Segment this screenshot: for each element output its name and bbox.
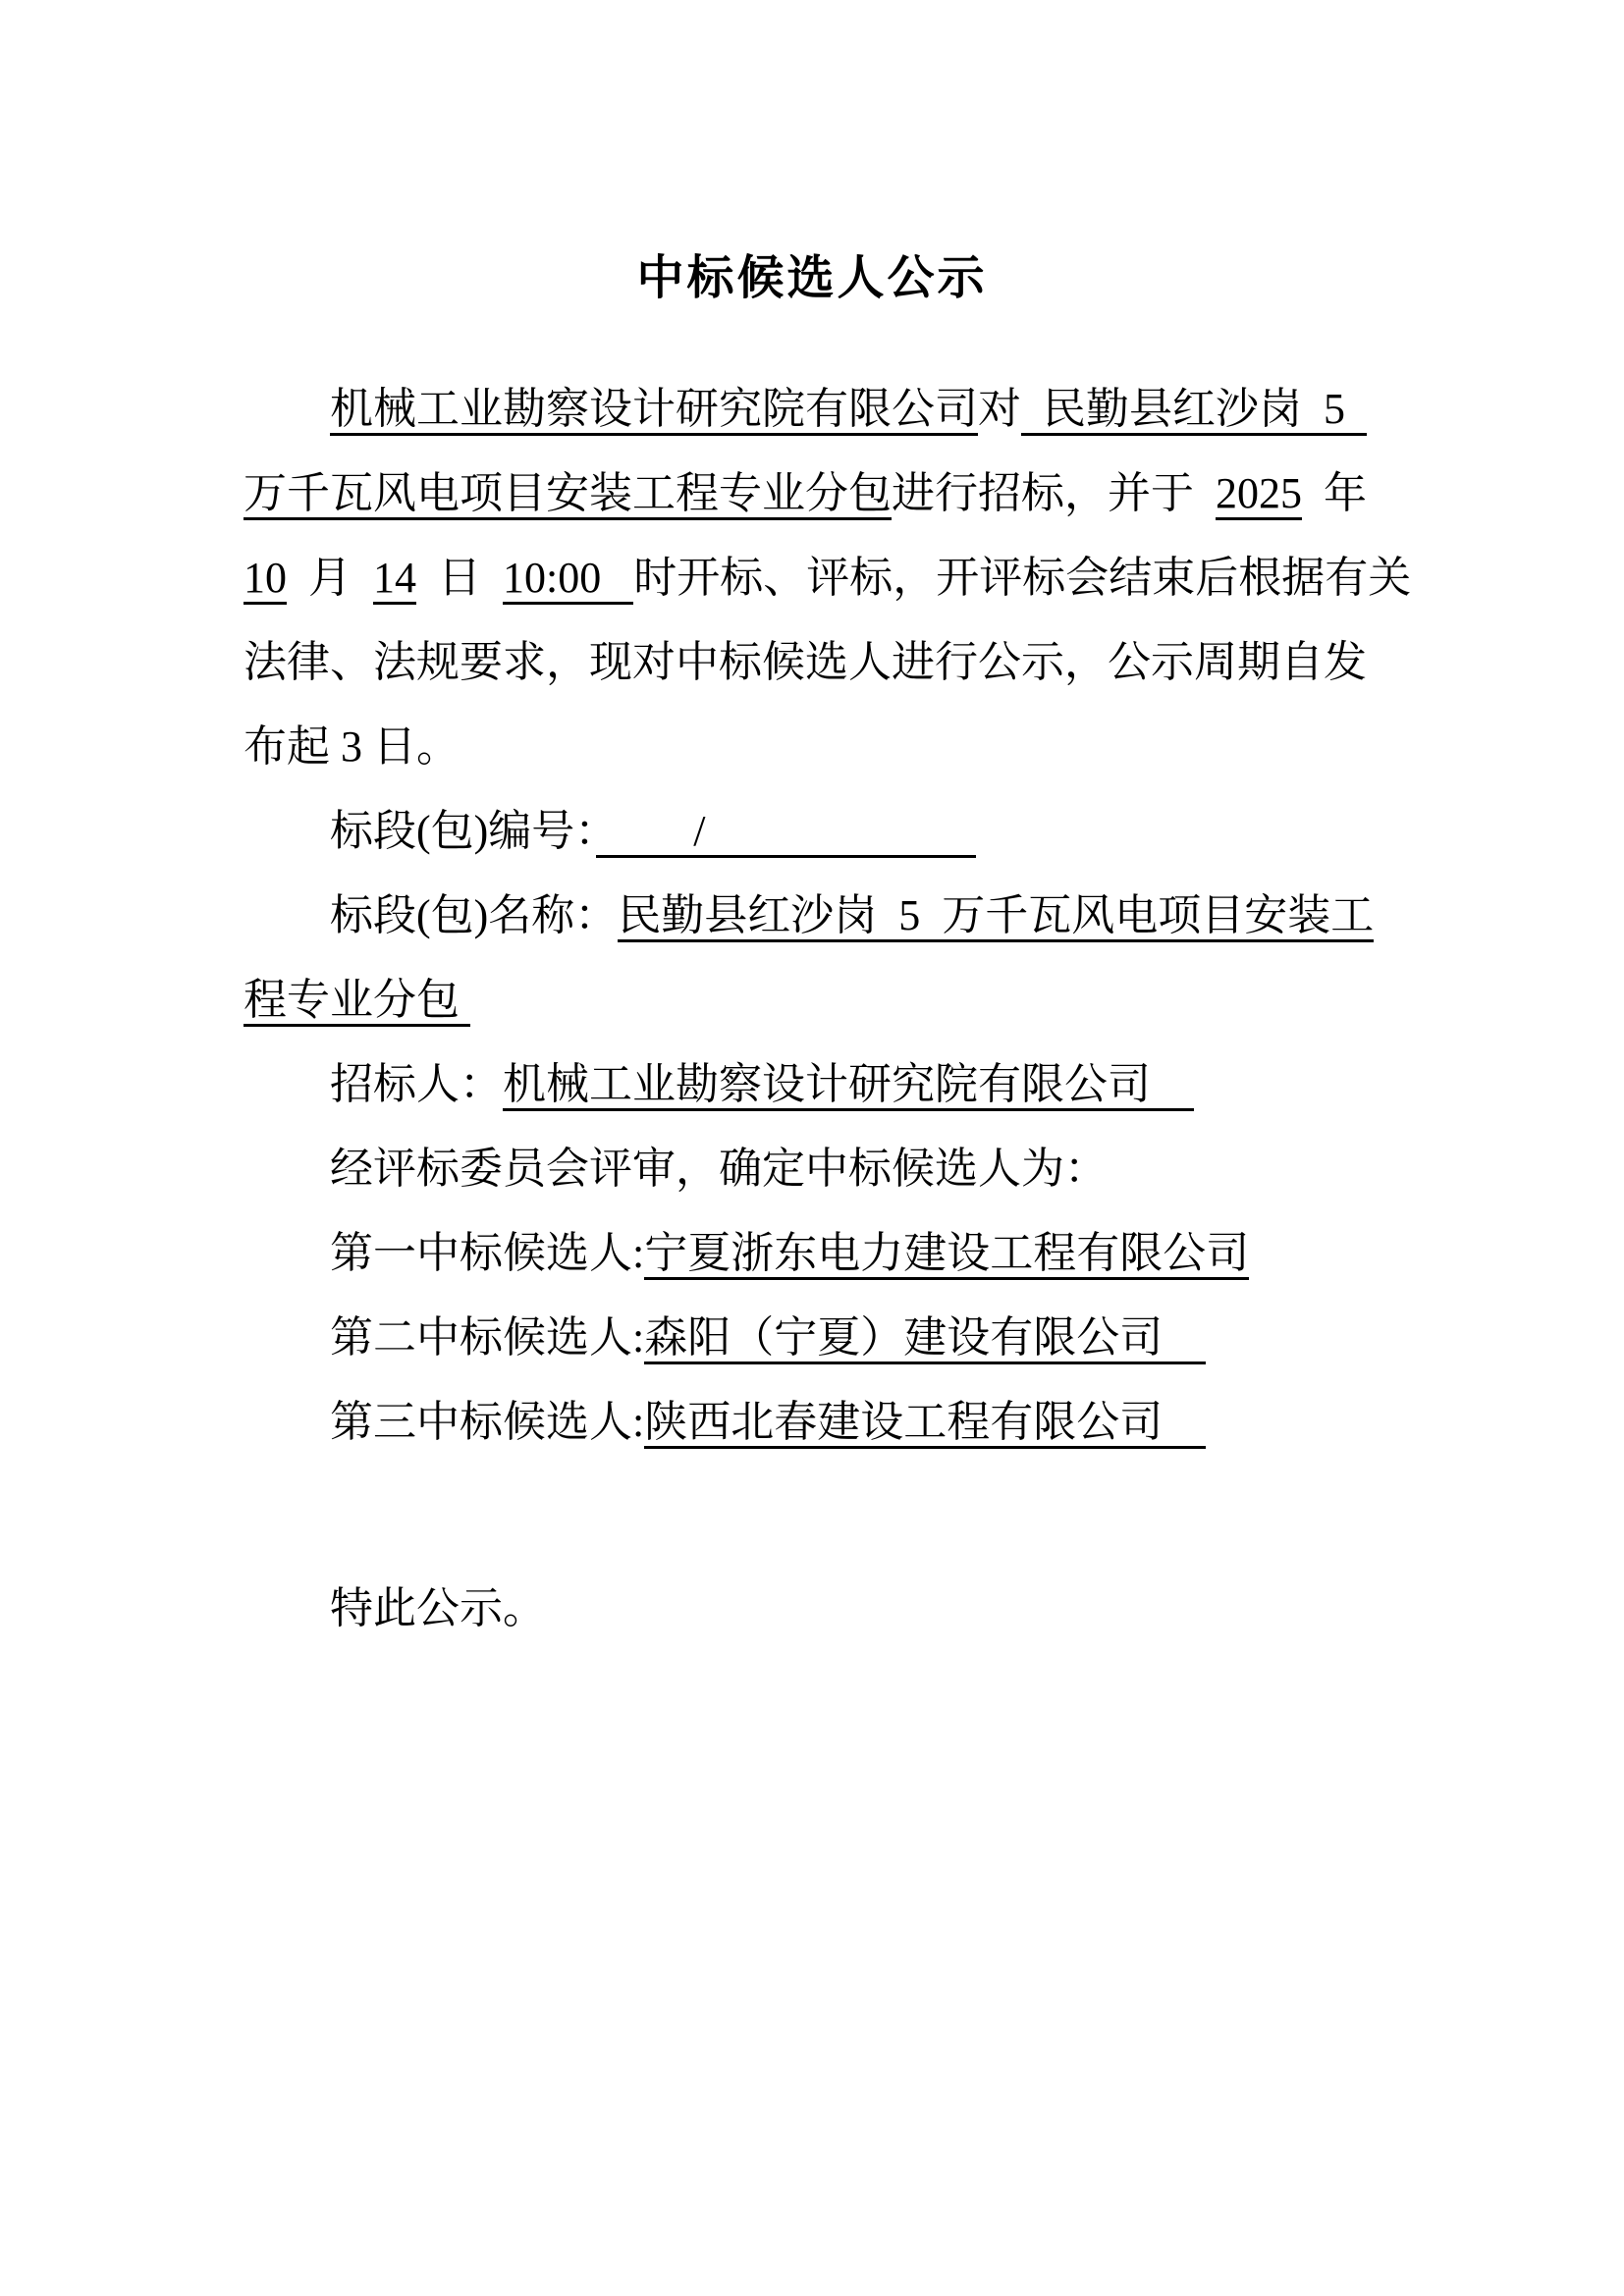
candidate-first-company-underlined: 宁夏浙东电力建设工程有限公司 (644, 1229, 1249, 1280)
section-number-label: 标段(包)编号： (330, 807, 597, 855)
blank-gap (244, 1465, 1386, 1567)
intro-line-3 (244, 536, 1412, 620)
intro-line-4: 法律、法规要求，现对中标候选人进行公示，公示周期自发 (244, 638, 1367, 686)
candidate-line-first (244, 1211, 1386, 1296)
candidate-third-label: 第三中标候选人: (330, 1398, 645, 1446)
candidate-line-second (244, 1296, 1386, 1380)
tenderer-line (244, 1042, 1386, 1127)
document-body (244, 367, 1412, 1651)
intro-line-2-tail: 年 (1302, 469, 1367, 517)
closing-line: 特此公示。 (330, 1584, 546, 1632)
section-name-value-part1: 民勤县红沙岗 5 万千瓦风电项目安装工 (618, 891, 1374, 942)
intro-line-3-tail: 时开标、评标，开评标会结束后根据有关 (633, 554, 1412, 602)
section-name-value-part2: 程专业分包 (244, 976, 470, 1027)
project-name-underlined-part1: 民勤县红沙岗 5 (1021, 385, 1367, 436)
intro-line-2 (244, 452, 1386, 536)
candidate-second-label: 第二中标候选人: (330, 1313, 645, 1362)
bid-time-underlined: 10:00 (503, 554, 633, 605)
intro-line-3-text-2: 日 (416, 554, 503, 602)
tenderer-label: 招标人： (330, 1060, 503, 1108)
section-name-line-1 (244, 874, 1386, 958)
intro-line-1 (244, 367, 1386, 452)
intro-line-5: 布起 3 日。 (244, 722, 460, 771)
bid-month-underlined: 10 (244, 554, 287, 605)
candidate-third-company-underlined: 陕西北春建设工程有限公司 (644, 1398, 1206, 1449)
section-number-blank: / (596, 807, 975, 858)
candidate-second-company-underlined: 森阳（宁夏）建设有限公司 (644, 1313, 1206, 1364)
tenderer-name-underlined: 机械工业勘察设计研究院有限公司 (330, 385, 978, 436)
review-committee-line: 经评标委员会评审，确定中标候选人为： (330, 1145, 1108, 1193)
intro-line-1-text: 对 (978, 385, 1021, 433)
candidate-line-third (244, 1380, 1386, 1465)
intro-line-3-text-1: 月 (287, 554, 373, 602)
intro-line-2-text: 进行招标，并于 (892, 469, 1216, 517)
section-number-line (244, 789, 1386, 874)
bid-year-underlined: 2025 (1216, 469, 1302, 520)
section-name-label: 标段(包)名称： (330, 891, 619, 939)
document-title: 中标候选人公示 (636, 252, 988, 304)
project-name-underlined-part2: 万千瓦风电项目安装工程专业分包 (244, 469, 892, 520)
section-name-line-2 (244, 958, 1386, 1042)
candidate-first-label: 第一中标候选人: (330, 1229, 645, 1277)
tenderer-value-underlined: 机械工业勘察设计研究院有限公司 (503, 1060, 1194, 1111)
bid-day-underlined: 14 (373, 554, 416, 605)
